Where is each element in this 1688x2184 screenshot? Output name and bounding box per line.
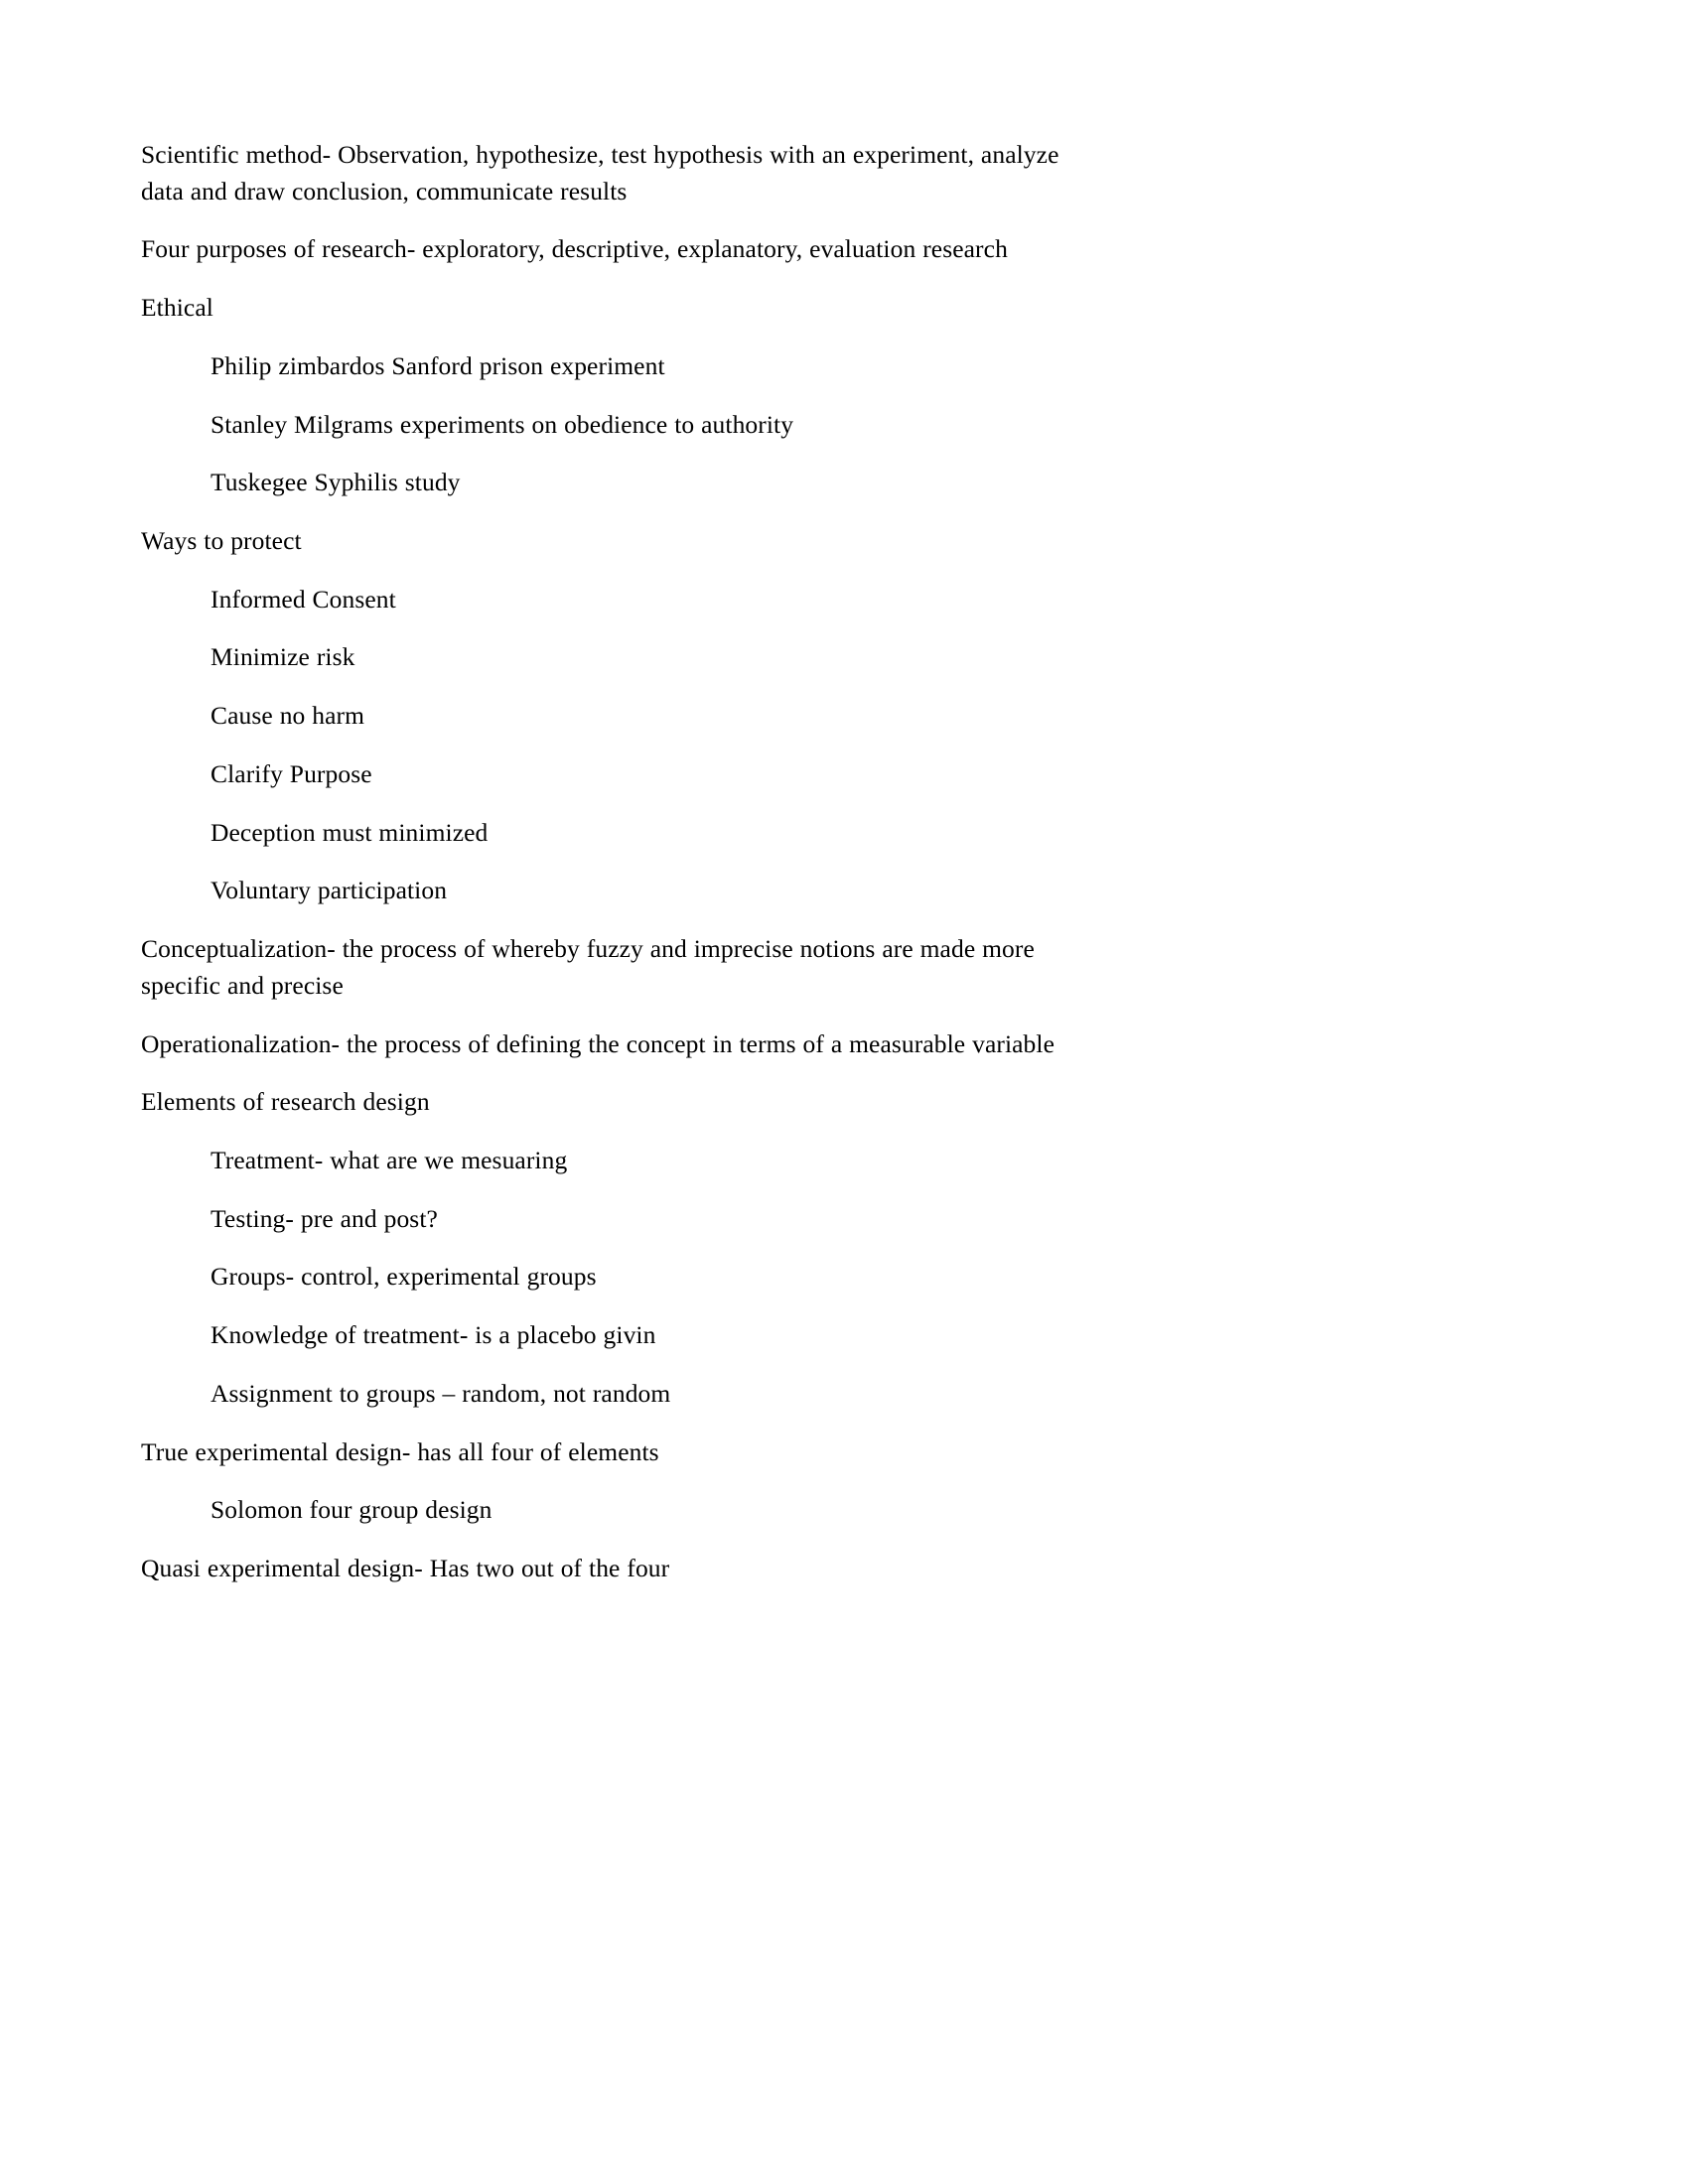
note-line-assignment-to-groups: Assignment to groups – random, not random bbox=[211, 1378, 671, 1408]
note-line-minimize-risk: Minimize risk bbox=[211, 642, 355, 672]
note-line-treatment: Treatment- what are we mesuaring bbox=[211, 1145, 568, 1174]
note-line-elements-of-research-design: Elements of research design bbox=[141, 1087, 430, 1117]
note-line-four-purposes: Four purposes of research- exploratory, descriptive, explanatory, evaluation research bbox=[141, 234, 1008, 264]
note-line-tuskegee: Tuskegee Syphilis study bbox=[211, 468, 461, 497]
note-line-cause-no-harm: Cause no harm bbox=[211, 701, 365, 731]
note-line-knowledge-of-treatment: Knowledge of treatment- is a placebo givin bbox=[211, 1320, 656, 1350]
note-line-zimbardo: Philip zimbardos Sanford prison experiment bbox=[211, 350, 665, 380]
note-line-ways-to-protect: Ways to protect bbox=[141, 526, 302, 556]
note-line-solomon: Solomon four group design bbox=[211, 1495, 492, 1525]
note-line-scientific-method: Scientific method- Observation, hypothesize, test hypothesis with an experiment, analyze data and draw conclusion, communicate results bbox=[141, 140, 1059, 205]
note-line-clarify-purpose: Clarify Purpose bbox=[211, 758, 372, 788]
note-line-voluntary-participation: Voluntary participation bbox=[211, 876, 448, 905]
note-line-milgram: Stanley Milgrams experiments on obedience to authority bbox=[211, 409, 794, 439]
note-line-deception: Deception must minimized bbox=[211, 817, 489, 847]
note-line-ethical: Ethical bbox=[141, 293, 213, 323]
note-line-groups: Groups- control, experimental groups bbox=[211, 1262, 597, 1292]
note-line-quasi-experimental-design: Quasi experimental design- Has two out of the four bbox=[141, 1553, 670, 1582]
note-line-testing: Testing- pre and post? bbox=[211, 1203, 438, 1233]
document-body bbox=[141, 137, 1064, 1609]
note-line-true-experimental-design: True experimental design- has all four of elements bbox=[141, 1436, 659, 1466]
note-line-operationalization: Operationalization- the process of defining the concept in terms of a measurable variable bbox=[141, 1028, 1055, 1058]
note-line-informed-consent: Informed Consent bbox=[211, 584, 396, 614]
note-line-conceptualization: Conceptualization- the process of whereby fuzzy and imprecise notions are made more specific and precise bbox=[141, 934, 1035, 1000]
